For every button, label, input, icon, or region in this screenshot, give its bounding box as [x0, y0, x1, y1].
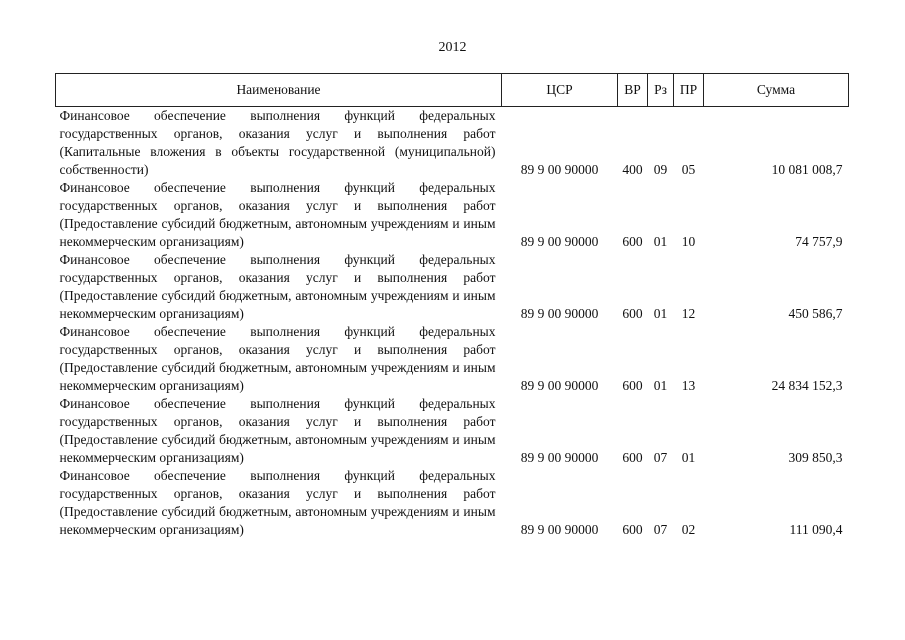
header-name: Наименование [56, 74, 502, 107]
table-row [56, 467, 849, 539]
row-vr: 600 [622, 522, 643, 537]
row-name: Финансовое обеспечение выполнения функций федеральных государственных органов, оказания услуг и выполнения работ (Предоставление субсидий бюджетным, автономным учреждениям и иным некоммерческим организациям) [59, 324, 496, 393]
row-sum: 111 090,4 [789, 522, 843, 537]
row-name: Финансовое обеспечение выполнения функций федеральных государственных органов, оказания услуг и выполнения работ (Предоставление субсидий бюджетным, автономным учреждениям и иным некоммерческим организациям) [59, 468, 496, 537]
header-rz: Рз [648, 74, 674, 107]
row-csr: 89 9 00 90000 [520, 306, 599, 321]
table-header-row [56, 74, 849, 107]
table-row [56, 179, 849, 251]
row-pr: 01 [681, 450, 696, 465]
row-csr: 89 9 00 90000 [520, 162, 599, 177]
table-row [56, 251, 849, 323]
table-row [56, 395, 849, 467]
row-name: Финансовое обеспечение выполнения функций федеральных государственных органов, оказания услуг и выполнения работ (Предоставление субсидий бюджетным, автономным учреждениям и иным некоммерческим организациям) [59, 252, 496, 321]
row-pr: 02 [681, 522, 696, 537]
table-row [56, 107, 849, 180]
row-pr: 10 [681, 234, 696, 249]
row-pr: 12 [681, 306, 696, 321]
row-rz: 07 [653, 450, 668, 465]
header-pr: ПР [674, 74, 704, 107]
row-vr: 600 [622, 234, 643, 249]
budget-table [55, 73, 849, 539]
row-sum: 24 834 152,3 [771, 378, 843, 393]
header-sum: Сумма [704, 74, 849, 107]
row-csr: 89 9 00 90000 [520, 234, 599, 249]
row-rz: 07 [653, 522, 668, 537]
row-vr: 600 [622, 450, 643, 465]
header-vr: ВР [618, 74, 648, 107]
row-name: Финансовое обеспечение выполнения функций федеральных государственных органов, оказания услуг и выполнения работ (Капитальные вложения в объекты государственной (муниципальной) собственности) [59, 108, 496, 177]
row-rz: 01 [653, 234, 668, 249]
row-csr: 89 9 00 90000 [520, 378, 599, 393]
row-rz: 09 [653, 162, 668, 177]
page-number: 2012 [438, 40, 467, 55]
row-vr: 400 [622, 162, 643, 177]
row-vr: 600 [622, 378, 643, 393]
row-vr: 600 [622, 306, 643, 321]
row-sum: 74 757,9 [795, 234, 843, 249]
row-name: Финансовое обеспечение выполнения функций федеральных государственных органов, оказания услуг и выполнения работ (Предоставление субсидий бюджетным, автономным учреждениям и иным некоммерческим организациям) [59, 180, 496, 249]
row-csr: 89 9 00 90000 [520, 522, 599, 537]
row-pr: 05 [681, 162, 696, 177]
row-sum: 309 850,3 [788, 450, 843, 465]
row-sum: 10 081 008,7 [771, 162, 843, 177]
header-csr: ЦСР [502, 74, 618, 107]
row-rz: 01 [653, 378, 668, 393]
row-name: Финансовое обеспечение выполнения функций федеральных государственных органов, оказания услуг и выполнения работ (Предоставление субсидий бюджетным, автономным учреждениям и иным некоммерческим организациям) [59, 396, 496, 465]
row-sum: 450 586,7 [788, 306, 843, 321]
row-csr: 89 9 00 90000 [520, 450, 599, 465]
row-pr: 13 [681, 378, 696, 393]
row-rz: 01 [653, 306, 668, 321]
table-row [56, 323, 849, 395]
